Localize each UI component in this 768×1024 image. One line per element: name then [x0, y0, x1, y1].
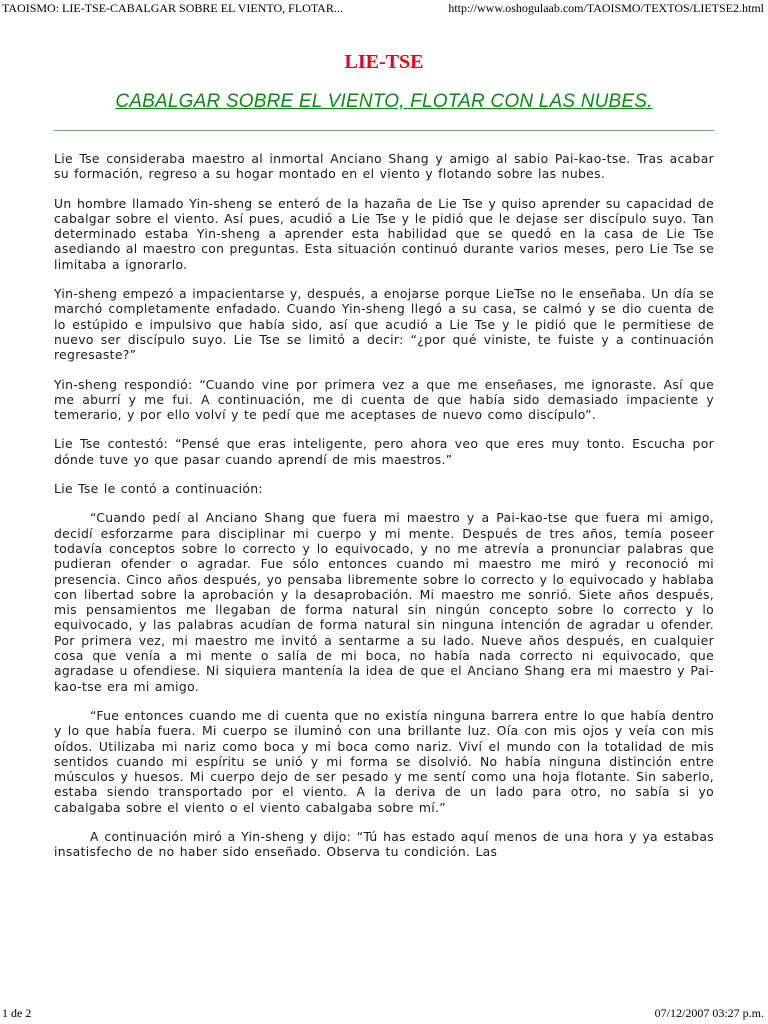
paragraph: Yin-sheng empezó a impacientarse y, después, a enojarse porque LieTse no le enseñaba. Un día se marchó completamente enfadado. Cuando Yin-sheng llegó a su casa, se calmó y se dio cuenta de lo estúpido e impulsivo que había sido, así que acudió a Lie Tse y le pidió que le permitiese de nuevo ser discípulo suyo. Lie Tse se limitó a decir: “¿por qué viniste, te fuiste y a continuación regresaste?”	[54, 286, 714, 363]
paragraph: “Cuando pedí al Anciano Shang que fuera mi maestro y a Pai-kao-tse que fuera mi amigo, decidí esforzarme para disciplinar mi cuerpo y mi mente. Después de tres años, temía poseer todavía conceptos sobre lo correcto y lo equivocado, y no me atrevía a pronunciar palabras que pudieran ofender o agradar. Fue sólo entonces cuando mi maestro me miró y reconoció mi presencia. Cinco años después, yo pensaba libremente sobre lo correcto y lo equivocado y hablaba con libertad sobre la aprobación y la desaprobación. Mi maestro me sonrió. Siete años después, mis pensamientos me llegaban de forma natural sin ningún concepto sobre lo correcto y lo equivocado, y las palabras acudían de forma natural sin ninguna intención de agradar u ofender. Por primera vez, mi maestro me invitó a sentarme a su lado. Nueve años después, en cualquier cosa que venía a mi mente o salía de mi boca, no había nada correcto ni equivocado, que agradase u ofendiese. Ni siquiera mantenía la idea de que el Anciano Shang era mi maestro y Pai-kao-tse era mi amigo.	[54, 510, 714, 694]
paragraph: Lie Tse consideraba maestro al inmortal Anciano Shang y amigo al sabio Pai-kao-tse. Tras acabar su formación, regreso a su hogar montado en el viento y flotando sobre las nubes.	[54, 151, 714, 182]
paragraph: “Fue entonces cuando me di cuenta que no existía ninguna barrera entre lo que había dentro y lo que había fuera. Mi cuerpo se iluminó con una brillante luz. Oía con mis ojos y veía con mis oídos. Utilizaba mi nariz como boca y mi boca como nariz. Viví el mundo con la totalidad de mis sentidos cuando mi espíritu se unió y mi forma se disolvió. No había ninguna distinción entre músculos y huesos. Mi cuerpo dejo de ser pesado y me sentí como una hoja flotante. Sin saberlo, estaba siendo transportado por el viento. A la deriva de un lado para otro, no sabía si yo cabalgaba sobre el viento o el viento cabalgaba sobre mí.”	[54, 707, 714, 815]
horizontal-divider	[54, 130, 714, 131]
paragraph: Un hombre llamado Yin-sheng se enteró de la hazaña de Lie Tse y quiso aprender su capacidad de cabalgar sobre el viento. Así pues, acudió a Lie Tse y le pidió que le dejase ser discípulo suyo. Tan determinado estaba Yin-sheng a aprender esta habilidad que se quedó en la casa de Lie Tse asediando al maestro con preguntas. Esta situación continuó durante varios meses, pero Lie Tse se limitaba a ignorarlo.	[54, 195, 714, 272]
paragraph: Lie Tse contestó: “Pensé que eras inteligente, pero ahora veo que eres muy tonto. Escucha por dónde tuve yo que pasar cuando aprendí de mis maestros.”	[54, 436, 714, 467]
page-subtitle: CABALGAR SOBRE EL VIENTO, FLOTAR CON LAS NUBES.	[115, 91, 653, 112]
print-header-url: http://www.oshogulaab.com/TAOISMO/TEXTOS/LIETSE2.html	[448, 1, 764, 15]
print-footer-page-number: 1 de 2	[2, 1006, 32, 1020]
print-footer-timestamp: 07/12/2007 03:27 p.m.	[654, 1006, 764, 1020]
article-body	[54, 151, 714, 874]
print-header-title: TAOISMO: LIE-TSE-CABALGAR SOBRE EL VIENTO, FLOTAR...	[2, 1, 343, 15]
paragraph: Lie Tse le contó a continuación:	[54, 481, 263, 497]
paragraph: Yin-sheng respondió: “Cuando vine por primera vez a que me enseñases, me ignoraste. Así que me aburrí y me fui. A continuación, me di cuenta de que había sido demasiado impaciente y temerario, y por ello volví y te pedí que me aceptases de nuevo como discípulo”.	[54, 376, 714, 423]
paragraph: A continuación miró a Yin-sheng y dijo: “Tú has estado aquí menos de una hora y ya estabas insatisfecho de no haber sido enseñado. Observa tu condición. Las	[54, 828, 714, 860]
page-title: LIE-TSE	[344, 51, 424, 73]
